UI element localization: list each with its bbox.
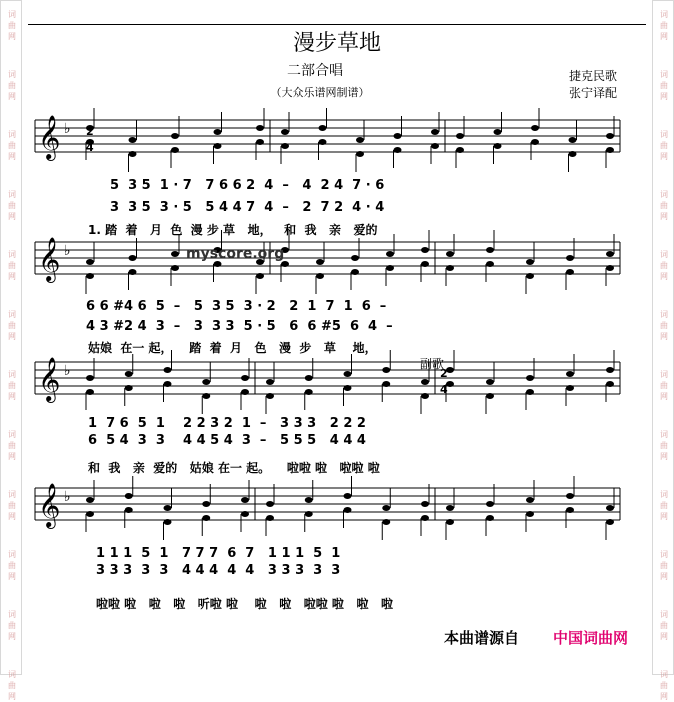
note-head bbox=[446, 251, 454, 257]
note-head bbox=[421, 393, 429, 399]
footer-site-link[interactable]: 中国词曲网 bbox=[553, 629, 629, 647]
note-head bbox=[526, 497, 534, 503]
note-head bbox=[344, 385, 352, 391]
note-head bbox=[344, 507, 352, 513]
note-head bbox=[256, 125, 264, 131]
key-signature-flat: ♭ bbox=[64, 363, 71, 379]
note-head bbox=[606, 367, 614, 373]
note-head bbox=[421, 247, 429, 253]
note-head bbox=[281, 129, 289, 135]
note-head bbox=[486, 501, 494, 507]
note-head bbox=[421, 515, 429, 521]
note-head bbox=[486, 247, 494, 253]
credit-arranger: 张宁译配 bbox=[569, 86, 618, 100]
note-head bbox=[214, 143, 222, 149]
note-head bbox=[566, 493, 574, 499]
note-head bbox=[129, 137, 137, 143]
side-watermark-mark: 词 曲 网 bbox=[8, 370, 16, 401]
note-head bbox=[606, 265, 614, 271]
note-head bbox=[566, 269, 574, 275]
note-head bbox=[456, 133, 464, 139]
side-watermark-mark: 词 曲 网 bbox=[660, 610, 668, 641]
note-head bbox=[319, 125, 327, 131]
lyric-row4: 啦啦 啦 啦 啦 听啦 啦 啦 啦 啦啦 啦 啦 啦 bbox=[96, 597, 393, 611]
side-watermark-mark: 词 曲 网 bbox=[660, 670, 668, 701]
chorus-label: 副歌 bbox=[420, 357, 445, 371]
note-head bbox=[129, 269, 137, 275]
note-head bbox=[344, 493, 352, 499]
note-head bbox=[241, 511, 249, 517]
note-head bbox=[526, 259, 534, 265]
side-watermark-mark: 词 曲 网 bbox=[8, 190, 16, 221]
note-head bbox=[386, 251, 394, 257]
song-subtitle: 二部合唱 bbox=[287, 63, 343, 79]
note-head bbox=[305, 389, 313, 395]
note-head bbox=[486, 379, 494, 385]
note-head bbox=[202, 379, 210, 385]
jianpu-row3-upper: 1 7 6 5 1 2 2 3 2 1 – 3 3 3 2 2 2 bbox=[88, 416, 366, 431]
jianpu-row4-lower: 3 3 3 3 3 4 4 4 4 4 3 3 3 3 3 bbox=[96, 563, 341, 578]
note-head bbox=[421, 379, 429, 385]
note-head bbox=[202, 515, 210, 521]
time-signature: 2 bbox=[86, 125, 94, 138]
score-source: （大众乐谱网制谱） bbox=[270, 86, 370, 99]
note-head bbox=[531, 125, 539, 131]
note-head bbox=[202, 393, 210, 399]
note-head bbox=[129, 255, 137, 261]
side-watermark-mark: 词 曲 网 bbox=[8, 130, 16, 161]
watermark-text: myscore.org bbox=[186, 246, 285, 262]
note-head bbox=[382, 367, 390, 373]
side-watermark-mark: 词 曲 网 bbox=[660, 550, 668, 581]
note-head bbox=[125, 493, 133, 499]
note-head bbox=[494, 129, 502, 135]
note-head bbox=[526, 511, 534, 517]
key-signature-flat: ♭ bbox=[64, 243, 71, 259]
note-head bbox=[566, 255, 574, 261]
note-head bbox=[316, 259, 324, 265]
lyric-row1: 1. 踏 着 月 色 漫 步 草 地， 和 我 亲 爱的 bbox=[88, 223, 378, 237]
note-head bbox=[171, 251, 179, 257]
note-head bbox=[86, 259, 94, 265]
note-head bbox=[129, 151, 137, 157]
side-watermark-mark: 词 曲 网 bbox=[660, 490, 668, 521]
note-head bbox=[305, 375, 313, 381]
note-head bbox=[241, 375, 249, 381]
side-watermark-mark: 词 曲 网 bbox=[660, 250, 668, 281]
note-head bbox=[171, 147, 179, 153]
note-head bbox=[606, 147, 614, 153]
note-head bbox=[214, 129, 222, 135]
note-head bbox=[526, 375, 534, 381]
side-watermark-mark: 词 曲 网 bbox=[660, 430, 668, 461]
time-signature: 4 bbox=[86, 141, 94, 154]
note-head bbox=[164, 519, 172, 525]
key-signature-flat: ♭ bbox=[64, 489, 71, 505]
side-watermark-mark: 词 曲 网 bbox=[8, 10, 16, 41]
note-head bbox=[281, 143, 289, 149]
note-head bbox=[266, 515, 274, 521]
note-head bbox=[86, 375, 94, 381]
treble-clef: 𝄞 bbox=[38, 237, 61, 281]
jianpu-row3-lower: 6 5 4 3 3 4 4 5 4 3 – 5 5 5 4 4 4 bbox=[88, 433, 366, 448]
note-head bbox=[606, 381, 614, 387]
side-watermark-mark: 词 曲 网 bbox=[660, 130, 668, 161]
note-head bbox=[164, 381, 172, 387]
note-head bbox=[356, 151, 364, 157]
side-watermark-mark: 词 曲 网 bbox=[8, 70, 16, 101]
side-watermark-mark: 词 曲 网 bbox=[8, 310, 16, 341]
side-watermark-mark: 词 曲 网 bbox=[8, 610, 16, 641]
note-head bbox=[125, 385, 133, 391]
jianpu-row4-upper: 1 1 1 5 1 7 7 7 6 7 1 1 1 5 1 bbox=[96, 546, 341, 561]
side-watermark-mark: 词 曲 网 bbox=[8, 670, 16, 701]
side-watermark-mark: 词 曲 网 bbox=[8, 250, 16, 281]
note-head bbox=[164, 367, 172, 373]
note-head bbox=[382, 519, 390, 525]
lyric-row3: 和 我 亲 爱的 姑娘 在一 起。 啦啦 啦 啦啦 啦 bbox=[88, 461, 380, 475]
note-head bbox=[486, 393, 494, 399]
note-head bbox=[171, 265, 179, 271]
note-head bbox=[566, 371, 574, 377]
side-watermark-mark: 词 曲 网 bbox=[660, 310, 668, 341]
note-head bbox=[569, 151, 577, 157]
note-head bbox=[606, 505, 614, 511]
note-head bbox=[394, 133, 402, 139]
note-head bbox=[531, 139, 539, 145]
note-head bbox=[421, 501, 429, 507]
note-head bbox=[351, 269, 359, 275]
note-head bbox=[394, 147, 402, 153]
jianpu-row1-lower: 3 3 5 3 · 5 5 4 4 7 4 – 2 7 2 4 · 4 bbox=[110, 200, 385, 215]
note-head bbox=[316, 273, 324, 279]
note-head bbox=[256, 139, 264, 145]
note-head bbox=[266, 501, 274, 507]
time-signature: 2 bbox=[440, 367, 448, 380]
note-head bbox=[456, 147, 464, 153]
note-head bbox=[86, 511, 94, 517]
side-watermark-mark: 词 曲 网 bbox=[660, 70, 668, 101]
note-head bbox=[351, 255, 359, 261]
note-head bbox=[125, 507, 133, 513]
note-head bbox=[241, 497, 249, 503]
note-head bbox=[202, 501, 210, 507]
treble-clef: 𝄞 bbox=[38, 357, 61, 401]
note-head bbox=[86, 497, 94, 503]
footer-source-label: 本曲谱源自 bbox=[444, 629, 520, 647]
note-head bbox=[305, 497, 313, 503]
note-head bbox=[356, 137, 364, 143]
note-head bbox=[241, 389, 249, 395]
side-watermark-mark: 词 曲 网 bbox=[8, 490, 16, 521]
note-head bbox=[494, 143, 502, 149]
note-head bbox=[386, 265, 394, 271]
note-head bbox=[266, 393, 274, 399]
note-head bbox=[486, 515, 494, 521]
note-head bbox=[382, 505, 390, 511]
note-head bbox=[305, 511, 313, 517]
jianpu-row2-upper: 6 6 #4 6 5 – 5 3 5 3 · 2 2 1 7 1 6 – bbox=[86, 299, 387, 314]
side-watermark-mark: 词 曲 网 bbox=[8, 430, 16, 461]
jianpu-row1-upper: 5 3 5 1 · 7 7 6 6 2 4 – 4 2 4 7 · 6 bbox=[110, 178, 385, 193]
credit-origin: 捷克民歌 bbox=[569, 69, 618, 83]
key-signature-flat: ♭ bbox=[64, 121, 71, 137]
side-watermark-mark: 词 曲 网 bbox=[660, 370, 668, 401]
side-watermark-mark: 词 曲 网 bbox=[8, 550, 16, 581]
note-head bbox=[446, 519, 454, 525]
note-head bbox=[164, 505, 172, 511]
treble-clef: 𝄞 bbox=[38, 115, 61, 159]
note-head bbox=[382, 381, 390, 387]
note-head bbox=[431, 143, 439, 149]
note-head bbox=[486, 261, 494, 267]
note-head bbox=[566, 385, 574, 391]
lyric-row2: 姑娘 在一 起， 踏 着 月 色 漫 步 草 地， bbox=[88, 341, 377, 355]
time-signature: 4 bbox=[440, 383, 448, 396]
note-head bbox=[606, 251, 614, 257]
note-head bbox=[526, 273, 534, 279]
note-head bbox=[125, 371, 133, 377]
note-head bbox=[446, 505, 454, 511]
note-head bbox=[566, 507, 574, 513]
note-head bbox=[526, 389, 534, 395]
note-head bbox=[569, 137, 577, 143]
note-head bbox=[344, 371, 352, 377]
note-head bbox=[606, 519, 614, 525]
jianpu-row2-lower: 4 3 #2 4 3 – 3 3 3 5 · 5 6 6 #5 6 4 – bbox=[86, 319, 393, 334]
note-head bbox=[431, 129, 439, 135]
treble-clef: 𝄞 bbox=[38, 483, 61, 527]
side-watermark-mark: 词 曲 网 bbox=[660, 190, 668, 221]
note-head bbox=[256, 273, 264, 279]
note-head bbox=[319, 139, 327, 145]
note-head bbox=[266, 379, 274, 385]
note-head bbox=[171, 133, 179, 139]
note-head bbox=[421, 261, 429, 267]
note-head bbox=[606, 133, 614, 139]
side-watermark-mark: 词 曲 网 bbox=[660, 10, 668, 41]
song-title: 漫步草地 bbox=[292, 31, 381, 56]
note-head bbox=[86, 273, 94, 279]
note-head bbox=[86, 389, 94, 395]
note-head bbox=[446, 265, 454, 271]
